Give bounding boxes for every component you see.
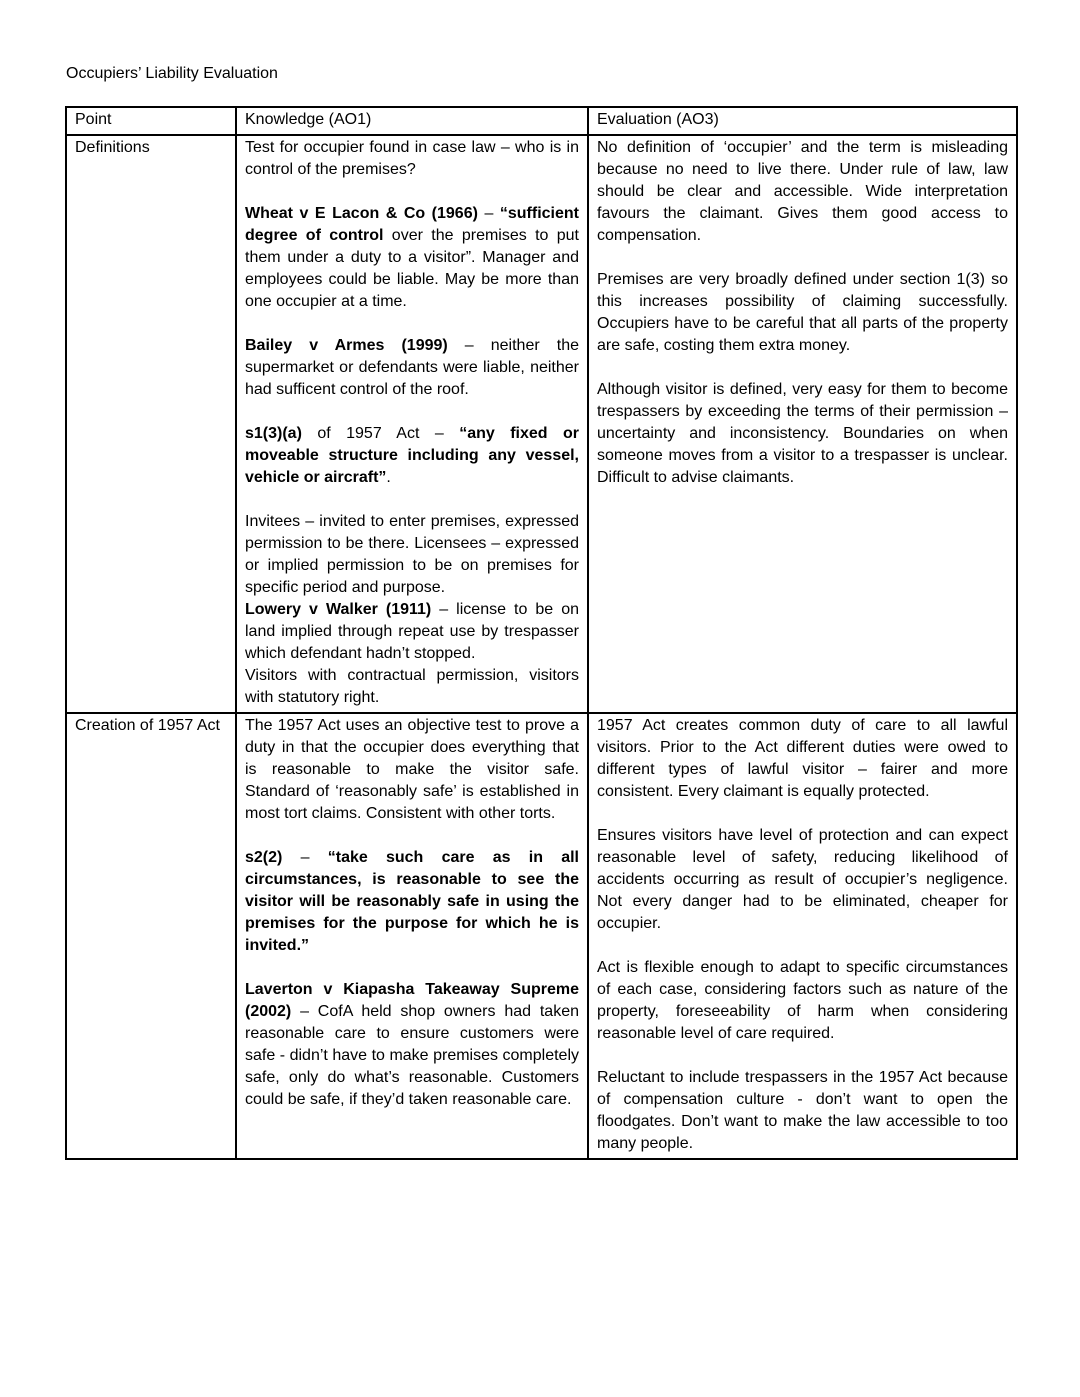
cell-paragraph: [245, 335, 579, 401]
text-run: Visitors with contractual permission, visitors with statutory right.: [245, 667, 579, 706]
table-body: [66, 135, 1017, 1159]
table-row: [66, 135, 1017, 713]
cell-paragraph: [245, 665, 579, 709]
text-run: –: [282, 849, 328, 866]
cell-paragraph: [245, 137, 579, 181]
text-run: –: [477, 205, 500, 222]
bold-text-run: Bailey v Armes (1999): [245, 337, 448, 354]
knowledge-cell: [236, 713, 588, 1159]
cell-paragraph: [597, 957, 1008, 1045]
bold-text-run: s1(3)(a): [245, 425, 302, 442]
bold-text-run: “any fixed or moveable structure including any vessel, vehicle or aircraft”: [245, 425, 580, 486]
evaluation-table: [65, 106, 1018, 1160]
text-run: Act is flexible enough to adapt to specific circumstances of each case, considering factors such as nature of the property, foreseeability of harm when considering reasonable level of care required.: [597, 959, 1008, 1042]
text-run: No definition of ‘occupier’ and the term is misleading because no need to live there. Under rule of law, law should be clear and accessible. Wide interpretation favours the claimant. Gives them good access to compensation.: [597, 139, 1008, 244]
bold-text-run: Laverton v Kiapasha Takeaway Supreme (2002): [245, 981, 579, 1020]
cell-paragraph: [245, 203, 579, 313]
header-point: Point: [66, 107, 236, 135]
cell-paragraph: [245, 511, 579, 599]
bold-text-run: s2(2): [245, 849, 283, 866]
text-run: – neither the supermarket or defendants were liable, neither had sufficent control of the roof.: [245, 337, 579, 398]
document-title: Occupiers’ Liability Evaluation: [66, 65, 278, 82]
bold-text-run: Lowery v Walker (1911): [245, 601, 432, 618]
text-run: Reluctant to include trespassers in the 1957 Act because of compensation culture - don’t want to open the floodgates. Don’t want to make the law accessible to too many people.: [597, 1069, 1008, 1152]
bold-text-run: Wheat v E Lacon & Co (1966): [245, 205, 478, 222]
evaluation-cell: [588, 135, 1017, 713]
header-row: [66, 107, 1017, 135]
text-run: of 1957 Act –: [301, 425, 460, 442]
cell-paragraph: [245, 599, 579, 665]
text-run: Test for occupier found in case law – who is in control of the premises?: [245, 139, 579, 178]
cell-paragraph: [245, 847, 579, 957]
text-run: The 1957 Act uses an objective test to prove a duty in that the occupier does everything that is reasonable to make the visitor safe. Standard of ‘reasonably safe’ is established in most tort claims. Consistent with other torts.: [245, 717, 579, 822]
point-cell: Definitions: [66, 135, 236, 713]
cell-paragraph: [597, 269, 1008, 357]
cell-paragraph: [245, 979, 579, 1111]
bold-text-run: “take such care as in all circumstances, is reasonable to see the visitor will be reasonably safe in using the premises for the purpose for which he is invited.”: [245, 849, 579, 954]
text-run: over the premises to put them under a duty to a visitor”. Manager and employees could be liable. May be more than one occupier at a time.: [245, 227, 579, 310]
text-run: – license to be on land implied through repeat use by trespasser which defendant hadn’t stopped.: [245, 601, 579, 662]
cell-paragraph: [245, 715, 579, 825]
text-run: Although visitor is defined, very easy for them to become trespassers by exceeding the terms of their permission – uncertainty and inconsistency. Boundaries on when someone moves from a visitor to a trespasser is unclear. Difficult to advise claimants.: [597, 381, 1008, 486]
header-evaluation: Evaluation (AO3): [588, 107, 1017, 135]
cell-paragraph: [597, 1067, 1008, 1155]
evaluation-cell: [588, 713, 1017, 1159]
cell-paragraph: [597, 137, 1008, 247]
text-run: Premises are very broadly defined under section 1(3) so this increases possibility of claiming successfully. Occupiers have to be careful that all parts of the property are safe, costing them extra money.: [597, 271, 1008, 354]
text-run: 1957 Act creates common duty of care to all lawful visitors. Prior to the Act different duties were owed to different types of lawful visitor – fairer and more consistent. Every claimant is equally protected.: [597, 717, 1008, 800]
table-row: [66, 713, 1017, 1159]
header-knowledge: Knowledge (AO1): [236, 107, 588, 135]
text-run: Ensures visitors have level of protection and can expect reasonable level of safety, reducing likelihood of accidents occurring as result of occupier’s negligence. Not every danger had to be eliminated, cheaper for occupier.: [597, 827, 1008, 932]
bold-text-run: “sufficient degree of control: [245, 205, 579, 244]
text-run: .: [386, 469, 391, 486]
point-cell: Creation of 1957 Act: [66, 713, 236, 1159]
cell-paragraph: [597, 379, 1008, 489]
text-run: Invitees – invited to enter premises, expressed permission to be there. Licensees – expressed or implied permission to be on premises for specific period and purpose.: [245, 513, 579, 596]
text-run: – CofA held shop owners had taken reasonable care to ensure customers were safe - didn’t have to make premises completely safe, only do what’s reasonable. Customers could be safe, if they’d taken reasonable care.: [245, 1003, 579, 1108]
cell-paragraph: [597, 825, 1008, 935]
cell-paragraph: [597, 715, 1008, 803]
knowledge-cell: [236, 135, 588, 713]
cell-paragraph: [245, 423, 579, 489]
